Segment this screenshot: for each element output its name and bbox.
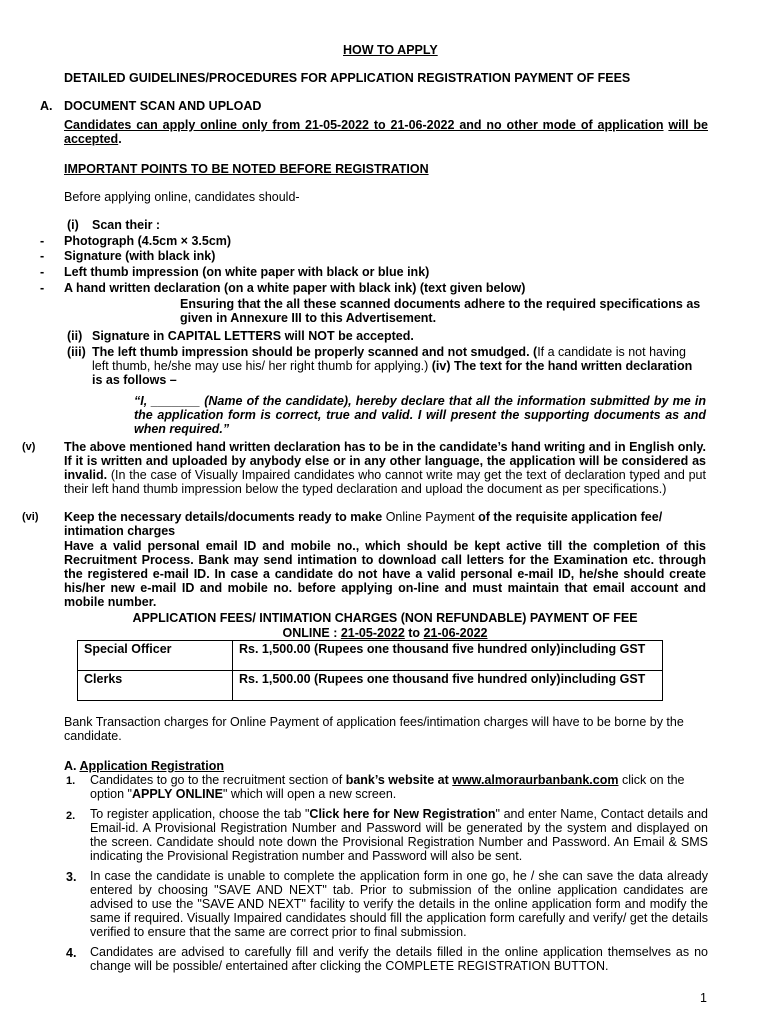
point-ii-marker: (ii) [67,329,83,343]
registration-step-3: In case the candidate is unable to complete the application form in one go, he / she can save the data already entered by choosing "SAVE AND NEXT" tab. Prior to submission of the online application candidates are advised to use the "SAVE AND NEXT" facility to verify the details in the online application form and modify the same if required. Visually Impaired candidates should fill the application form carefully and verify/ get the details verified to ensure that the same are correct prior to final submission. [90,869,708,939]
website-link[interactable]: www.almoraurbanbank.com [452,773,619,787]
step-number: 1. [66,775,76,787]
scan-label: Scan their : [92,218,161,232]
point-v-text [64,440,706,496]
bank-charges-note: Bank Transaction charges for Online Payment of application fees/intimation charges will have to be borne by the candidate. [64,715,684,743]
step-1-text: Candidates to go to the recruitment section of [90,773,346,787]
bullet-dash: - [40,234,45,248]
point-iii-text [92,345,706,387]
registration-step-2 [90,807,708,863]
declaration-text: “I, _______ (Name of the candidate), hereby declare that all the information submitted by me in the application form is correct, true and valid. I will present the supporting documents as and when required.” [134,394,706,436]
online-separator: : [329,626,341,640]
registration-step-4: Candidates are advised to carefully fill and verify the details filled in the online application themselves as no change will be possible/ entertained after clicking the COMPLETE REGISTRATION BUTTON. [90,945,708,973]
before-applying-text: Before applying online, candidates should- [64,190,300,204]
post-cell: Clerks [78,671,233,701]
fee-cell: Rs. 1,500.00 (Rupees one thousand five hundred only)including GST [233,671,663,701]
section-a-marker: A. [40,99,53,113]
date-from: 21-05-2022 [340,626,405,640]
point-iii-note: If a candidate is not having left thumb, he/she may use his/ her right thumb for applying.) [92,345,686,373]
scan-item-photograph: Photograph (4.5cm × 3.5cm) [64,234,232,248]
registration-heading: Application Registration [79,759,224,773]
page-title: HOW TO APPLY [343,43,438,57]
online-payment-text: Online Payment [385,510,475,524]
point-iv-text: (iv) The text for the hand written declaration is as follows – [92,359,693,387]
point-vi-fee-text: of the requisite application fee/ intimation charges [64,510,663,538]
step-1-bold: bank’s website at [345,773,453,787]
date-to-separator: to [404,626,424,640]
point-v-marker: (v) [22,441,36,453]
point-vi-text [64,510,706,538]
point-iii-bold-text: The left thumb impression should be properly scanned and not smudged. ( [92,345,538,359]
step-2-text-2: " and enter Name, Contact details and Email-id. A Provisional Registration Number and Password will be generated by the system and displayed on the screen. Candidate should note down the Provisional Registration Number and Password. An Email & SMS indicating the Provisional Registration number and Password will also be sent. [90,807,708,863]
point-ii-text: Signature in CAPITAL LETTERS will NOT be accepted. [92,329,414,343]
step-2-text: To register application, choose the tab " [90,807,310,821]
step-1-text-3: " which will open a new screen. [222,787,397,801]
point-v-bold-text: The above mentioned hand written declaration has to be in the candidate’s hand writing and in English only. If it is written and uploaded by anybody else or in any other language, the application will be considered as invalid. [64,440,706,482]
post-cell: Special Officer [78,641,233,671]
page-number: 1 [700,991,707,1005]
point-vi-marker: (vi) [22,511,39,523]
step-number: 2. [66,810,76,822]
bullet-dash: - [40,265,45,279]
registration-section [64,759,224,773]
scan-item-signature: Signature (with black ink) [64,249,216,263]
bullet-dash: - [40,281,45,295]
registration-step-1 [90,773,708,801]
application-window-notice [64,118,708,146]
bullet-dash: - [40,249,45,263]
section-a-heading: DOCUMENT SCAN AND UPLOAD [64,99,262,113]
notice-period: . [118,132,122,146]
step-1-text-2: click on the option " [90,773,685,801]
date-to: 21-06-2022 [423,626,488,640]
point-v-note: (In the case of Visually Impaired candidates who cannot write may get the text of declaration typed and put their left hand thumb impression below the typed declaration and upload the document as per specifications.) [64,468,706,496]
fees-online-dates [64,626,706,640]
fees-heading: APPLICATION FEES/ INTIMATION CHARGES (NON REFUNDABLE) PAYMENT OF FEE [132,611,638,625]
scan-item-thumb: Left thumb impression (on white paper with black or blue ink) [64,265,430,279]
step-number: 4. [66,946,77,960]
scan-marker: (i) [67,218,79,232]
notice-accepted-text: will be accepted [64,118,709,146]
scan-item-declaration: A hand written declaration (on a white paper with black ink) (text given below) [64,281,526,295]
point-vi-bold-text: Keep the necessary details/documents ready to make [64,510,383,524]
fee-cell: Rs. 1,500.00 (Rupees one thousand five hundred only)including GST [233,641,663,671]
important-points-heading: IMPORTANT POINTS TO BE NOTED BEFORE REGISTRATION [64,162,429,176]
online-label: ONLINE [282,626,330,640]
step-number: 3. [66,870,77,884]
notice-dates-text: Candidates can apply online only from 21-05-2022 to 21-06-2022 and no other mode of application [64,118,664,132]
table-row [78,641,663,671]
table-row [78,671,663,701]
point-iii-marker: (iii) [67,345,86,359]
new-registration-tab-label: Click here for New Registration [309,807,496,821]
apply-online-label: APPLY ONLINE [131,787,223,801]
registration-marker: A. [64,759,77,773]
fees-table [77,640,663,701]
email-mobile-note: Have a valid personal email ID and mobile no., which should be kept active till the completion of this Recruitment Process. Bank may send intimation to download call letters for the Examination etc. through the registered e-mail ID. In case a candidate do not have a valid personal e-mail ID, he/she should create his/her new e-mail ID and mobile no. before applying on-line and must maintain that email account and mobile number. [64,539,706,609]
document-subtitle: DETAILED GUIDELINES/PROCEDURES FOR APPLICATION REGISTRATION PAYMENT OF FEES [64,71,631,85]
specifications-note: Ensuring that the all these scanned documents adhere to the required specifications as given in Annexure III to this Advertisement. [180,297,701,325]
